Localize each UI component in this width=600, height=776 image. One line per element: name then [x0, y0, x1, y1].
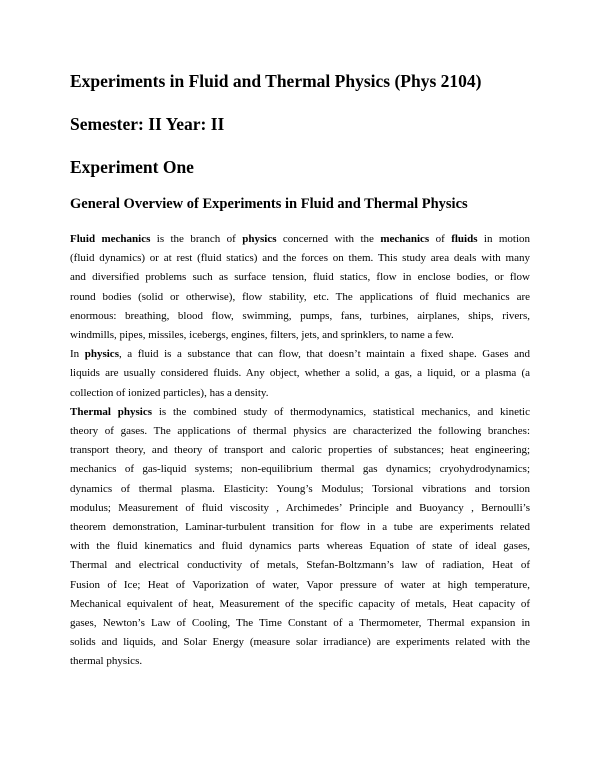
text-run: gases, Newton’s Law of Cooling, The Time Constant of a Thermometer, Thermal expansion in: [70, 617, 530, 630]
paragraph: [70, 345, 530, 403]
experiment-heading: Experiment One: [70, 157, 194, 177]
paragraph: [70, 403, 530, 672]
text-run: round bodies (solid or otherwise), flow stability, etc. The applications of fluid mechanics are: [70, 290, 530, 303]
text-run: Mechanical equivalent of heat, Measurement of the specific capacity of metals, Heat capacity of: [70, 597, 530, 610]
text-run: theorem demonstration, Laminar-turbulent transition for flow in a tube are experiments related: [70, 521, 530, 534]
text-line: [70, 595, 530, 614]
bold-term: physics: [242, 233, 277, 245]
text-line: [70, 556, 530, 575]
bold-term: Thermal physics: [70, 405, 152, 418]
text-line: [70, 288, 530, 307]
text-run: of: [429, 233, 452, 245]
text-line: [70, 614, 530, 633]
text-line: [70, 403, 530, 422]
text-line: [70, 326, 530, 345]
text-run: in motion: [477, 233, 531, 245]
text-line: [70, 364, 530, 383]
text-run: enormous: breathing, blood flow, swimming, pumps, fans, turbines, airplanes, ships, rivers,: [70, 309, 530, 322]
text-line: [70, 230, 530, 249]
text-run: concerned with the: [276, 233, 381, 245]
text-run: is the branch of: [150, 233, 243, 245]
text-run: liquids are usually considered fluids. Any object, whether a solid, a gas, a liquid, or a plasma (a: [70, 367, 530, 380]
text-line: [70, 518, 530, 537]
text-line: [70, 422, 530, 441]
text-line: [70, 537, 530, 556]
text-run: with the fluid kinematics and fluid dynamics parts whereas Equation of state of ideal gases,: [70, 540, 530, 553]
section-heading: General Overview of Experiments in Fluid and Thermal Physics: [70, 196, 468, 212]
bold-term: fluids: [451, 233, 478, 245]
text-run: Thermal and electrical conductivity of metals, Stefan-Boltzmann’s law of radiation, Heat of: [70, 559, 530, 572]
paragraph: [70, 230, 530, 345]
text-run: solids and liquids, and Solar Energy (measure solar irradiance) are experiments related with the: [70, 636, 530, 649]
text-run: dynamics of thermal plasma. Elasticity: Young’s Modulus; Torsional vibrations and torsion: [70, 482, 530, 495]
text-run: (fluid dynamics) or at rest (fluid statics) and the forces on them. This study area deals with many: [70, 252, 530, 265]
semester-heading: Semester: II Year: II: [70, 114, 225, 134]
text-run: mechanics of gas-liquid systems; non-equilibrium thermal gas dynamics; cryohydrodynamics;: [70, 463, 530, 476]
text-run: Fusion of Ice; Heat of Vaporization of water, Vapor pressure of water at high temperature,: [70, 578, 530, 591]
text-line: [70, 499, 530, 518]
text-line: [70, 652, 530, 671]
text-line: [70, 460, 530, 479]
bold-term: physics: [84, 348, 119, 361]
text-line: [70, 249, 530, 268]
text-run: theory of gases. The applications of thermal physics are characterized the following branches:: [70, 425, 530, 438]
text-line: [70, 441, 530, 460]
text-run: is the combined study of thermodynamics, statistical mechanics, and kinetic: [152, 405, 530, 418]
text-run: , a fluid is a substance that can flow, that doesn’t maintain a fixed shape. Gases and: [118, 348, 530, 361]
text-line: [70, 633, 530, 652]
document-title: Experiments in Fluid and Thermal Physics (Phys 2104): [70, 71, 482, 91]
body-text: [70, 230, 530, 672]
text-run: modulus; Measurement of fluid viscosity , Archimedes’ Principle and Buoyancy , Bernoulli’s: [70, 501, 530, 514]
document-page: [70, 70, 530, 672]
text-run: and diversified problems such as surface tension, fluid statics, flow in enclose bodies, or flow: [70, 271, 530, 284]
bold-term: Fluid mechanics: [70, 233, 151, 245]
bold-term: mechanics: [380, 233, 430, 245]
text-run: windmills, pipes, missiles, icebergs, engines, filters, jets, and sprinklers, to name a few.: [70, 329, 454, 342]
text-run: thermal physics.: [70, 655, 143, 668]
text-line: [70, 268, 530, 287]
text-line: [70, 480, 530, 499]
text-line: [70, 576, 530, 595]
text-run: collection of ionized particles), has a density.: [70, 386, 269, 399]
text-run: In: [70, 348, 85, 361]
text-line: [70, 384, 530, 403]
text-line: [70, 345, 530, 364]
text-run: transport theory, and theory of transport and caloric properties of substances; heat engineering;: [70, 444, 530, 457]
text-line: [70, 307, 530, 326]
